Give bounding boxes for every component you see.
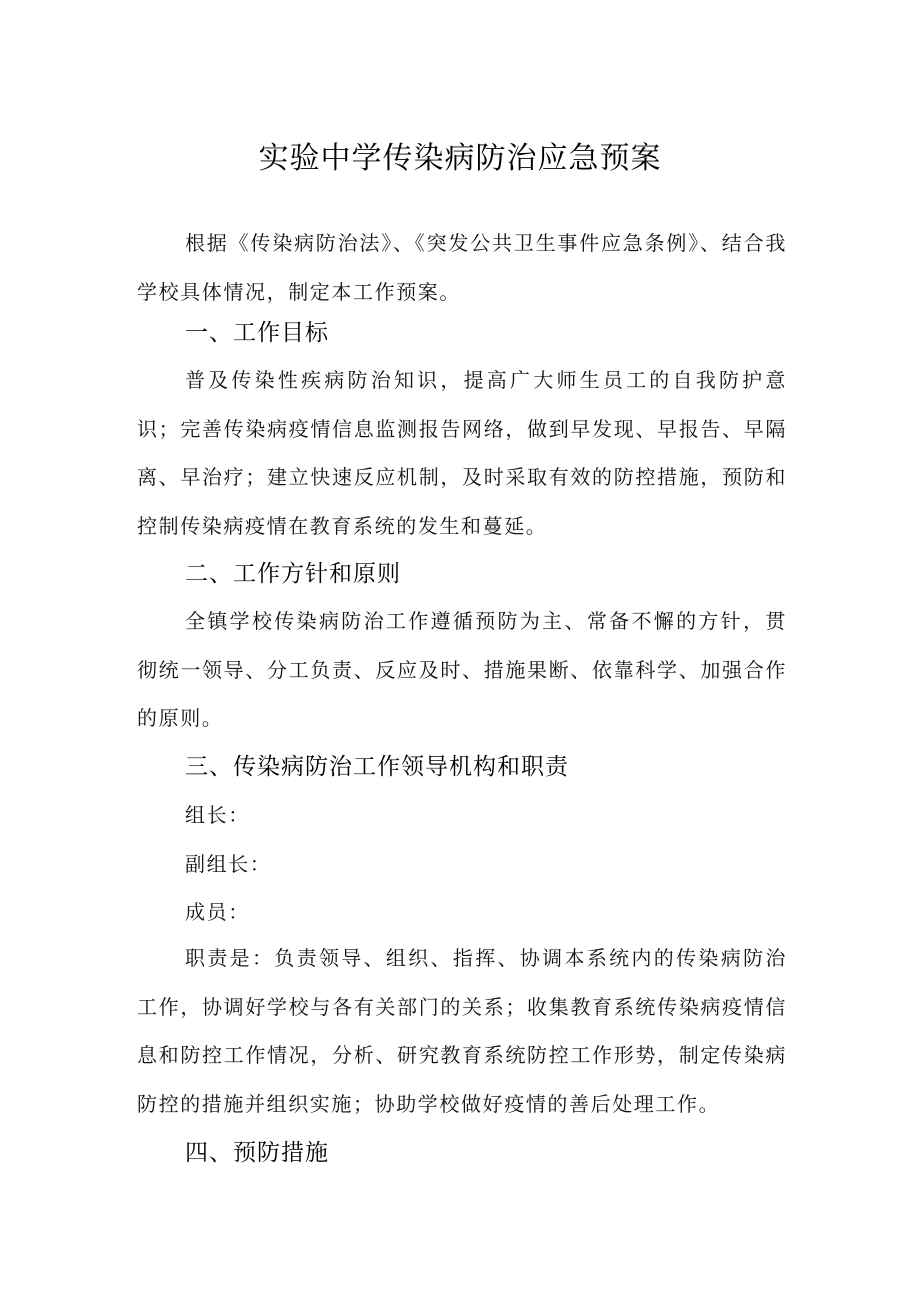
section-1-heading: 一、工作目标 bbox=[185, 320, 329, 346]
members-line: 成员： bbox=[185, 900, 250, 924]
document-title: 实验中学传染病防治应急预案 bbox=[258, 141, 662, 176]
leader-line: 组长： bbox=[185, 803, 250, 827]
section-2-paragraph: 全镇学校传染病防治工作遵循预防为主、常备不懈的方针，贯彻统一领导、分工负责、反应及时、措施果断、依靠科学、加强合作的原则。 bbox=[137, 609, 787, 730]
section-1-paragraph: 普及传染性疾病防治知识，提高广大师生员工的自我防护意识；完善传染病疫情信息监测报告网络，做到早发现、早报告、早隔离、早治疗；建立快速反应机制，及时采取有效的防控措施，预防和控制传染病疫情在教育系统的发生和蔓延。 bbox=[137, 368, 787, 538]
deputy-leader-line: 副组长： bbox=[185, 852, 272, 876]
section-4-heading: 四、预防措施 bbox=[185, 1140, 329, 1166]
section-3-paragraph: 职责是：负责领导、组织、指挥、协调本系统内的传染病防治工作，协调好学校与各有关部门的关系；收集教育系统传染病疫情信息和防控工作情况，分析、研究教育系统防控工作形势，制定传染病防控的措施并组织实施；协助学校做好疫情的善后处理工作。 bbox=[137, 946, 787, 1116]
intro-paragraph: 根据《传染病防治法》、《突发公共卫生事件应急条例》、结合我学校具体情况，制定本工作预案。 bbox=[137, 231, 787, 304]
section-2-heading: 二、工作方针和原则 bbox=[185, 561, 401, 587]
section-3-heading: 三、传染病防治工作领导机构和职责 bbox=[185, 754, 569, 780]
